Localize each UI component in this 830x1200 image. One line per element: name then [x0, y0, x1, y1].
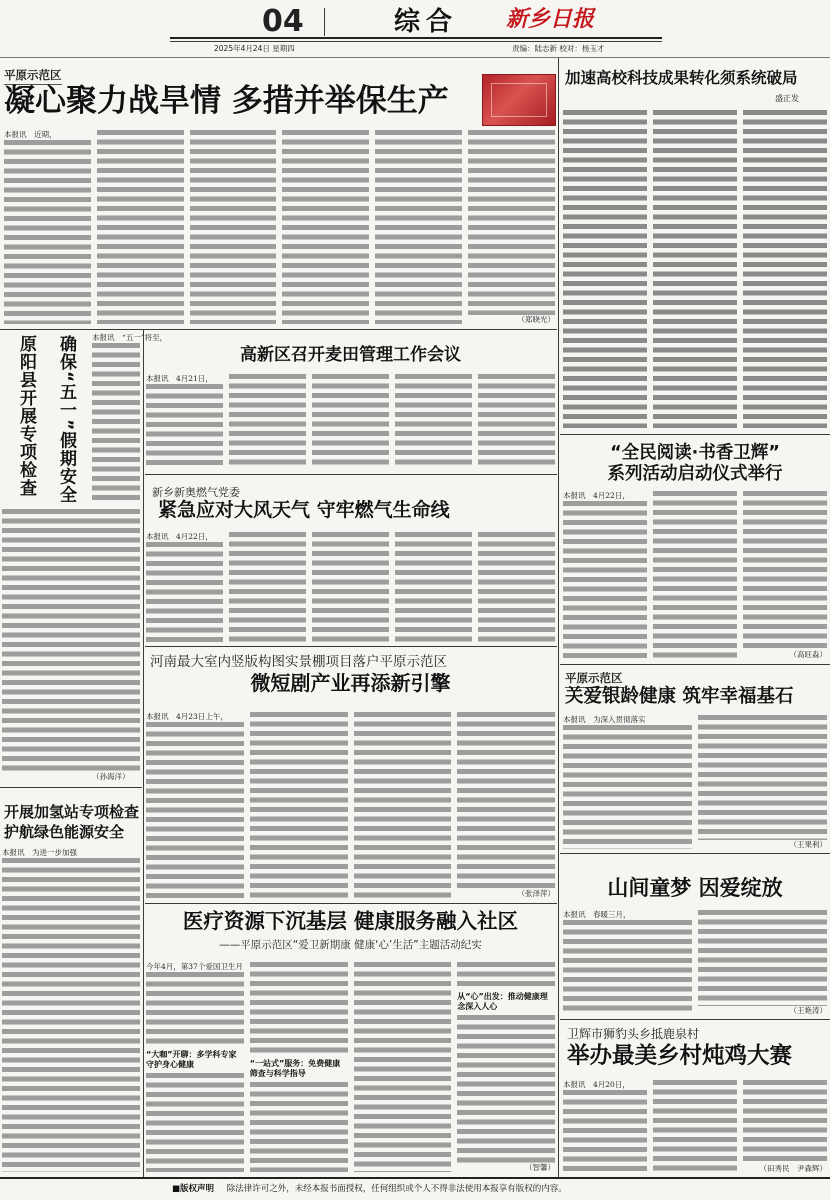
- article-medical: [146, 906, 555, 1174]
- section-rule: [145, 474, 557, 475]
- section-rule: [0, 329, 557, 330]
- page-number: 04: [262, 4, 304, 39]
- text-column: [92, 333, 168, 503]
- article-body: [146, 962, 555, 1172]
- text-lines: [2, 509, 140, 772]
- text-lines: [97, 130, 184, 324]
- article-body: [146, 374, 555, 468]
- text-column: [146, 374, 223, 468]
- text-lines: [698, 910, 827, 1006]
- text-lines: [653, 1080, 737, 1173]
- headline: 凝心聚力战旱情 多措并举保生产: [4, 83, 449, 119]
- section-rule: [560, 664, 830, 665]
- text-column: [395, 532, 472, 642]
- kicker: 卫辉市狮豹头乡抵鹿泉村: [567, 1027, 700, 1041]
- lead-text: 本报讯 4月21日，: [146, 374, 213, 383]
- subhead: 从“心”出发：推动健康理念深入人心: [457, 992, 548, 1011]
- article-body: [146, 532, 555, 642]
- text-lines: [457, 1015, 555, 1163]
- text-column: [229, 374, 306, 468]
- section-rule: [0, 787, 142, 788]
- text-column: [478, 374, 555, 468]
- byline: （高旺淼）: [789, 649, 827, 659]
- text-lines: [563, 110, 647, 428]
- text-column: [312, 532, 389, 642]
- lead-text: 本报讯 4月23日上午，: [146, 712, 228, 721]
- text-lines: [698, 715, 827, 840]
- text-lines: [92, 343, 140, 504]
- text-lines: [395, 532, 472, 642]
- article-children: [563, 856, 827, 1017]
- text-column: [250, 962, 348, 1172]
- text-column: [478, 532, 555, 642]
- article-body: [563, 110, 827, 428]
- text-lines: [250, 962, 348, 1057]
- headline: 加速高校科技成果转化须系统破局: [565, 69, 798, 87]
- article-hydrogen: [2, 790, 140, 1174]
- text-lines: [457, 712, 555, 889]
- copyright-notice: [172, 1182, 567, 1194]
- lead-text: 本报讯 为进一步加强: [2, 848, 77, 857]
- text-column: [457, 962, 555, 1172]
- header-rule-thick: [170, 37, 662, 39]
- text-lines: [146, 722, 244, 899]
- article-yuanyang: [2, 333, 168, 783]
- text-column: [146, 712, 244, 898]
- vertical-headline: [6, 335, 86, 503]
- header-divider: [324, 8, 325, 36]
- text-column: [375, 130, 462, 324]
- lead-text: 本报讯 4月20日，: [563, 1080, 630, 1089]
- text-lines: [563, 725, 692, 850]
- copyright-tag: ■版权声明: [172, 1184, 215, 1194]
- byline: （孙海洋）: [92, 771, 130, 781]
- section-rule: [145, 903, 557, 904]
- section-rule: [145, 646, 557, 647]
- text-column: [312, 374, 389, 468]
- headline-line: 开展加氢站专项检查: [4, 803, 140, 821]
- text-column: [653, 491, 737, 659]
- text-column: [2, 848, 140, 1172]
- text-column: [2, 509, 140, 781]
- text-lines: [146, 542, 223, 643]
- footer-rule: [0, 1177, 830, 1179]
- text-lines: [282, 130, 369, 324]
- headline: 关爱银龄健康 筑牢幸福基石: [565, 686, 794, 707]
- text-column: [743, 1080, 827, 1173]
- text-column: [743, 110, 827, 428]
- article-body: [146, 712, 555, 898]
- section-label: 平原示范区: [565, 670, 623, 688]
- text-column: [354, 962, 452, 1172]
- decorative-graphic: [482, 74, 556, 126]
- kicker: 新乡新奥燃气党委: [152, 486, 240, 499]
- text-lines: [743, 491, 827, 650]
- section-rule: [560, 853, 830, 854]
- article-micro-drama: [146, 650, 555, 900]
- text-lines: [457, 962, 555, 990]
- text-column: [250, 712, 348, 898]
- text-lines: [250, 1082, 348, 1172]
- editor-credits: 责编：陆志新 校对：杨玉才: [512, 44, 605, 53]
- text-column: [563, 715, 692, 849]
- kicker: 河南最大室内竖版构图实景棚项目落户平原示范区: [150, 654, 447, 670]
- column-rule-right: [558, 58, 559, 1177]
- text-lines: [468, 130, 555, 315]
- text-lines: [743, 110, 827, 428]
- article-body: [4, 130, 555, 324]
- text-column: [146, 532, 223, 642]
- text-column: [457, 712, 555, 898]
- article-body: [563, 491, 827, 659]
- text-lines: [146, 972, 244, 1048]
- headline-line: “全民阅读·书香卫辉”: [610, 443, 780, 463]
- headline-line: 原阳县开展专项检查: [16, 335, 36, 497]
- headline-line: 系列活动启动仪式举行: [607, 464, 783, 484]
- article-gas: [146, 478, 555, 643]
- byline: （郑晓光）: [517, 314, 555, 324]
- header-rule-thin: [170, 41, 662, 42]
- lead-text: 本报讯 “五一”将至，: [92, 333, 168, 342]
- subhead: “一站式”服务：免费健康筛查与科学指导: [249, 1059, 341, 1078]
- lead-text: 本报讯 4月22日，: [146, 532, 213, 541]
- copyright-text: 除法律许可之外，未经本报书面授权，任何组织或个人不得非法使用本报享有版权的内容。: [226, 1184, 567, 1194]
- text-column: [743, 491, 827, 659]
- text-lines: [312, 374, 389, 468]
- article-opinion: [563, 60, 827, 430]
- article-body: [563, 715, 827, 849]
- text-lines: [312, 532, 389, 642]
- text-lines: [354, 962, 452, 1172]
- text-column: [698, 910, 827, 1015]
- headline: 微短剧产业再添新引擎: [250, 671, 451, 695]
- text-lines: [250, 712, 348, 898]
- byline: （张泽萍）: [517, 888, 555, 898]
- text-column: [653, 110, 737, 428]
- lead-text: 本报讯 4月22日，: [563, 491, 630, 500]
- text-column: [354, 712, 452, 898]
- text-lines: [743, 1080, 827, 1164]
- article-body: [563, 1080, 827, 1173]
- text-lines: [563, 501, 647, 660]
- byline: （田秀民 尹森辉）: [759, 1163, 827, 1173]
- text-lines: [4, 140, 91, 325]
- text-column: [190, 130, 277, 324]
- headline: 紧急应对大风天气 守牢燃气生命线: [158, 499, 450, 521]
- column-rule-left: [143, 330, 144, 1177]
- text-column: [282, 130, 369, 324]
- text-lines: [229, 374, 306, 468]
- text-column: [468, 130, 555, 324]
- headline-line: 护航绿色能源安全: [4, 823, 125, 841]
- byline: （王果利）: [789, 839, 827, 849]
- issue-date: 2025年4月24日 星期四: [214, 44, 295, 53]
- lead-text: 本报讯 春暖三月，: [563, 910, 631, 919]
- text-lines: [653, 110, 737, 428]
- text-column: [395, 374, 472, 468]
- section-rule: [560, 1019, 830, 1020]
- text-lines: [146, 1073, 244, 1173]
- newspaper-logo: 新乡日报: [506, 7, 595, 32]
- byline: （智馨）: [525, 1162, 555, 1172]
- article-wheat-meeting: [146, 338, 555, 470]
- text-lines: [2, 858, 140, 1173]
- text-lines: [190, 130, 277, 324]
- header-bottom-rule: [0, 57, 830, 58]
- text-column: [4, 130, 91, 324]
- text-column: [563, 910, 692, 1015]
- lead-text: 本报讯 为深入贯彻落实: [563, 715, 646, 724]
- subhead: “大咖”开聊：多学科专家守护身心健康: [146, 1049, 237, 1069]
- article-chicken-contest: [563, 1022, 827, 1174]
- text-lines: [478, 532, 555, 642]
- headline: 山间童梦 因爱绽放: [607, 876, 783, 900]
- text-lines: [563, 920, 692, 1016]
- headline: 高新区召开麦田管理工作会议: [240, 345, 461, 365]
- text-column: [698, 715, 827, 849]
- text-lines: [229, 532, 306, 642]
- text-column: [563, 491, 647, 659]
- text-lines: [354, 712, 452, 898]
- lead-text: 今年4月，第37个爱国卫生月: [146, 962, 243, 971]
- text-column: [229, 532, 306, 642]
- text-column: [563, 1080, 647, 1173]
- article-elderly: [563, 667, 827, 851]
- headline-line: 确保“五一”假期安全: [56, 335, 76, 504]
- section-label: 平原示范区: [4, 67, 62, 85]
- text-column: [146, 962, 244, 1172]
- byline: （王艳涛）: [789, 1005, 827, 1015]
- article-reading: [563, 437, 827, 661]
- text-lines: [478, 374, 555, 468]
- subtitle: ——平原示范区“爱卫新期康 健康‘心’生活”主题活动纪实: [219, 939, 482, 951]
- text-lines: [146, 384, 223, 469]
- text-column: [653, 1080, 737, 1173]
- text-lines: [563, 1090, 647, 1174]
- headline: 医疗资源下沉基层 健康服务融入社区: [182, 909, 519, 933]
- text-lines: [395, 374, 472, 468]
- text-column: [97, 130, 184, 324]
- text-lines: [375, 130, 462, 324]
- lead-text: 本报讯 近期，: [4, 130, 57, 139]
- article-body: [563, 910, 827, 1015]
- section-rule: [560, 434, 830, 435]
- section-title: 综合: [394, 7, 459, 37]
- article-drought: [4, 64, 555, 326]
- headline: 举办最美乡村炖鸡大赛: [567, 1043, 793, 1069]
- text-column: [563, 110, 647, 428]
- text-lines: [653, 491, 737, 659]
- author: 盛正发: [775, 94, 799, 103]
